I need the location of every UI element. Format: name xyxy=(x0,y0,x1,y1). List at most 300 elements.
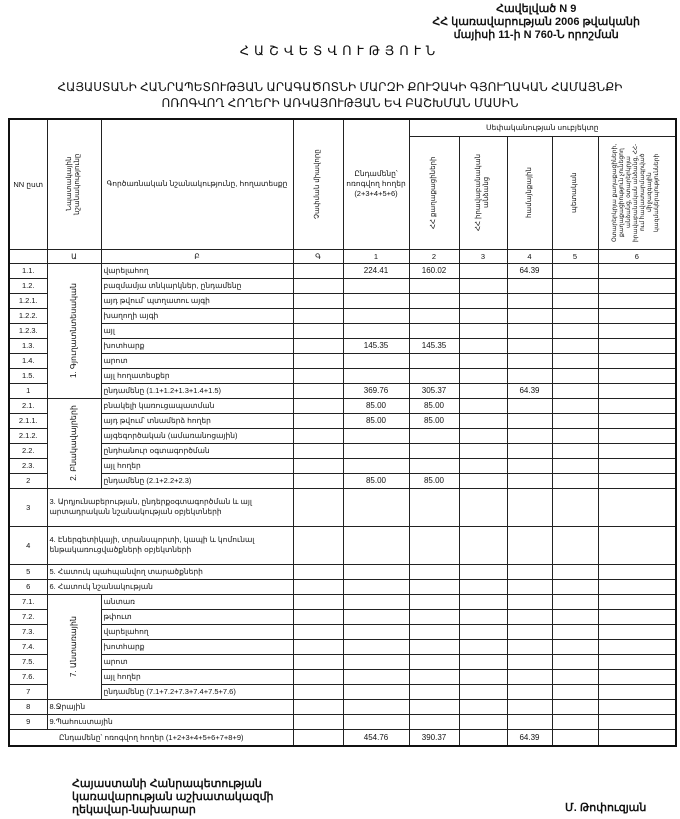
header-purpose: Նպատակային նշանակությունը xyxy=(47,119,101,249)
annex-line: ՀՀ կառավարության 2006 թվականի xyxy=(432,16,640,28)
header-owner-community: համայնքային xyxy=(507,136,552,249)
header-owner-foreign: Օտարերկրյա քաղաքացիների, քաղաքացիություն չունեցող անձանց, օտարերկրյա իրավաբանական անձանց, ՀՀ-ում հավատարմագրված միջազգային կազմակերպությունների xyxy=(598,136,676,249)
value-cell: 85.00 xyxy=(409,413,459,428)
value-cell xyxy=(409,323,459,338)
row-label: վարելահող xyxy=(101,263,293,278)
value-cell xyxy=(552,699,598,714)
row-label: խաղողի այգի xyxy=(101,308,293,323)
value-cell xyxy=(552,458,598,473)
total-value-cell xyxy=(459,729,507,746)
row-number: 5 xyxy=(9,564,47,579)
row-label: վարելահող xyxy=(101,624,293,639)
value-cell xyxy=(409,488,459,526)
table-row xyxy=(9,263,676,278)
signatory-name: Մ. Թոփուզյան xyxy=(565,802,647,814)
value-cell xyxy=(552,353,598,368)
unit-cell xyxy=(293,353,343,368)
table-row xyxy=(9,293,676,308)
total-value-cell xyxy=(552,729,598,746)
row-label: խոտհարք xyxy=(101,338,293,353)
value-cell xyxy=(507,654,552,669)
subtitle-line: ՈՌՈԳՎՈՂ ՀՈՂԵՐԻ ԱՌԿԱՅՈՒԹՅԱՆ ԵՎ ԲԱՇԽՄԱՆ ՄԱՍԻՆ xyxy=(161,96,519,110)
value-cell xyxy=(343,458,409,473)
value-cell xyxy=(507,413,552,428)
row-label: 6. Հատուկ նշանակության xyxy=(47,579,293,594)
value-cell xyxy=(409,278,459,293)
value-cell xyxy=(459,428,507,443)
col-number: 1 xyxy=(343,249,409,263)
group-label: 1. Գյուղատնտեսական xyxy=(47,263,101,398)
value-cell xyxy=(552,443,598,458)
value-cell xyxy=(552,488,598,526)
value-cell xyxy=(459,488,507,526)
value-cell xyxy=(459,526,507,564)
row-number: 9 xyxy=(9,714,47,729)
header-owner-legal-entities: ՀՀ իրավաբանական անձանց xyxy=(459,136,507,249)
total-value-cell xyxy=(598,729,676,746)
row-label: արոտ xyxy=(101,654,293,669)
table-row xyxy=(9,714,676,729)
value-cell xyxy=(409,624,459,639)
table-row xyxy=(9,443,676,458)
unit-cell xyxy=(293,263,343,278)
value-cell xyxy=(459,323,507,338)
unit-cell xyxy=(293,579,343,594)
value-cell xyxy=(552,323,598,338)
value-cell xyxy=(598,639,676,654)
value-cell: 85.00 xyxy=(409,473,459,488)
value-cell xyxy=(459,263,507,278)
value-cell xyxy=(409,684,459,699)
value-cell xyxy=(409,526,459,564)
row-label: այդ թվում՝ տնամերձ հողեր xyxy=(101,413,293,428)
row-number: 1.3. xyxy=(9,338,47,353)
unit-cell xyxy=(293,413,343,428)
value-cell xyxy=(598,383,676,398)
unit-cell xyxy=(293,654,343,669)
unit-cell xyxy=(293,293,343,308)
row-label: 3. Արդյունաբերության, ընդերքօգտագործման և այլ արտադրական նշանակության օբյեկտների xyxy=(47,488,293,526)
row-number: 1.2.1. xyxy=(9,293,47,308)
unit-cell xyxy=(293,594,343,609)
value-cell xyxy=(598,699,676,714)
row-number: 1.5. xyxy=(9,368,47,383)
value-cell xyxy=(552,669,598,684)
unit-cell xyxy=(293,278,343,293)
row-label: այլ հողեր xyxy=(101,458,293,473)
value-cell: 85.00 xyxy=(409,398,459,413)
value-cell xyxy=(507,699,552,714)
row-number: 2.1.2. xyxy=(9,428,47,443)
value-cell xyxy=(507,564,552,579)
value-cell xyxy=(598,488,676,526)
row-number: 7.5. xyxy=(9,654,47,669)
col-number: 5 xyxy=(552,249,598,263)
value-cell xyxy=(459,383,507,398)
value-cell xyxy=(409,639,459,654)
value-cell xyxy=(507,353,552,368)
table-row xyxy=(9,413,676,428)
value-cell xyxy=(598,684,676,699)
row-label: 5. Հատուկ պահպանվող տարածքների xyxy=(47,564,293,579)
value-cell xyxy=(409,458,459,473)
value-cell xyxy=(343,323,409,338)
table-row xyxy=(9,308,676,323)
value-cell: 85.00 xyxy=(343,413,409,428)
value-cell xyxy=(507,594,552,609)
value-cell xyxy=(552,639,598,654)
value-cell xyxy=(552,413,598,428)
value-cell xyxy=(343,564,409,579)
value-cell xyxy=(343,609,409,624)
value-cell xyxy=(507,473,552,488)
table-row xyxy=(9,323,676,338)
value-cell xyxy=(552,308,598,323)
table-row xyxy=(9,368,676,383)
position-line: Հայաստանի Հանրապետության xyxy=(72,778,262,790)
annex-line: մայիսի 11-ի N 760-Ն որոշման xyxy=(453,29,619,41)
value-cell xyxy=(409,609,459,624)
table-row xyxy=(9,473,676,488)
value-cell xyxy=(552,293,598,308)
table-row xyxy=(9,428,676,443)
table-row xyxy=(9,609,676,624)
table-row xyxy=(9,594,676,609)
value-cell xyxy=(343,293,409,308)
value-cell xyxy=(552,398,598,413)
value-cell xyxy=(598,368,676,383)
value-cell xyxy=(459,278,507,293)
row-number: 7 xyxy=(9,684,47,699)
row-number: 8 xyxy=(9,699,47,714)
table-row xyxy=(9,669,676,684)
value-cell xyxy=(552,473,598,488)
table-row xyxy=(9,684,676,699)
value-cell xyxy=(409,714,459,729)
value-cell xyxy=(552,594,598,609)
unit-cell xyxy=(293,323,343,338)
value-cell xyxy=(459,564,507,579)
value-cell xyxy=(459,669,507,684)
row-label: այլ հողատեսքեր xyxy=(101,368,293,383)
unit-cell xyxy=(293,669,343,684)
value-cell xyxy=(552,714,598,729)
group-label: 7. Անտառային xyxy=(47,594,101,699)
group-label: 2. Բնակավայրերի xyxy=(47,398,101,488)
row-number: 1.4. xyxy=(9,353,47,368)
value-cell xyxy=(343,624,409,639)
value-cell xyxy=(598,338,676,353)
position-line: ղեկավար-նախարար xyxy=(72,804,196,816)
value-cell xyxy=(507,338,552,353)
value-cell xyxy=(459,639,507,654)
table-row xyxy=(9,699,676,714)
value-cell xyxy=(598,293,676,308)
letter-b: Բ xyxy=(101,249,293,263)
value-cell: 369.76 xyxy=(343,383,409,398)
land-report-table xyxy=(8,118,677,747)
total-value-cell: 64.39 xyxy=(507,729,552,746)
header-ownership: Սեփականության սուբյեկտը xyxy=(409,119,676,136)
col-number: 2 xyxy=(409,249,459,263)
value-cell: 64.39 xyxy=(507,383,552,398)
unit-cell xyxy=(293,428,343,443)
value-cell xyxy=(459,443,507,458)
table-row xyxy=(9,564,676,579)
signatory-position xyxy=(72,778,274,817)
unit-cell xyxy=(293,526,343,564)
row-number: 7.3. xyxy=(9,624,47,639)
row-label: 8.Ջրային xyxy=(47,699,293,714)
row-label: ընդհանուր օգտագործման xyxy=(101,443,293,458)
value-cell xyxy=(507,443,552,458)
value-cell xyxy=(507,624,552,639)
value-cell xyxy=(459,624,507,639)
document-subtitle xyxy=(0,79,680,111)
value-cell xyxy=(409,443,459,458)
col-number: 4 xyxy=(507,249,552,263)
row-number: 2.1.1. xyxy=(9,413,47,428)
value-cell: 224.41 xyxy=(343,263,409,278)
value-cell xyxy=(598,654,676,669)
value-cell xyxy=(343,669,409,684)
value-cell xyxy=(343,654,409,669)
unit-cell xyxy=(293,714,343,729)
table-row xyxy=(9,458,676,473)
row-number: 7.6. xyxy=(9,669,47,684)
unit-cell xyxy=(293,458,343,473)
unit-cell xyxy=(293,609,343,624)
value-cell xyxy=(507,428,552,443)
header-function: Գործառնական նշանակությունը, հողատեսքը xyxy=(101,119,293,249)
header-owner-citizens: ՀՀ քաղաքացիների xyxy=(409,136,459,249)
row-label: արոտ xyxy=(101,353,293,368)
table-row xyxy=(9,383,676,398)
header-owner-state: պետական xyxy=(552,136,598,249)
value-cell xyxy=(552,684,598,699)
value-cell xyxy=(409,669,459,684)
row-number: 1.2. xyxy=(9,278,47,293)
subtitle-line: ՀԱՅԱՍՏԱՆԻ ՀԱՆՐԱՊԵՏՈՒԹՅԱՆ ԱՐԱԳԱԾՈՏՆԻ ՄԱՐԶԻ ՔՈՒՉԱԿԻ ԳՅՈՒՂԱԿԱՆ ՀԱՄԱՅՆՔԻ xyxy=(57,80,623,94)
letter-g: Գ xyxy=(293,249,343,263)
value-cell xyxy=(409,293,459,308)
row-label: այդ թվում՝ պտղատու այգի xyxy=(101,293,293,308)
table-row xyxy=(9,353,676,368)
row-number: 2.1. xyxy=(9,398,47,413)
value-cell xyxy=(343,526,409,564)
value-cell xyxy=(409,308,459,323)
row-label: ընդամենը (1.1+1.2+1.3+1.4+1.5) xyxy=(101,383,293,398)
value-cell: 85.00 xyxy=(343,398,409,413)
unit-cell xyxy=(293,338,343,353)
value-cell xyxy=(598,624,676,639)
unit-cell xyxy=(293,398,343,413)
row-number: 1.1. xyxy=(9,263,47,278)
row-label: բազմամյա տնկարկներ, ընդամենը xyxy=(101,278,293,293)
table-row xyxy=(9,654,676,669)
row-label: թփուտ xyxy=(101,609,293,624)
row-number: 7.1. xyxy=(9,594,47,609)
value-cell xyxy=(507,323,552,338)
value-cell xyxy=(459,293,507,308)
value-cell xyxy=(459,609,507,624)
value-cell xyxy=(598,353,676,368)
value-cell xyxy=(507,368,552,383)
value-cell: 85.00 xyxy=(343,473,409,488)
row-label: 4. Էներգետիկայի, տրանսպորտի, կապի և կոմունալ ենթակառուցվածքների օբյեկտների xyxy=(47,526,293,564)
value-cell xyxy=(598,308,676,323)
value-cell xyxy=(598,413,676,428)
value-cell xyxy=(459,684,507,699)
value-cell xyxy=(507,398,552,413)
row-label: այլ հողեր xyxy=(101,669,293,684)
table-row xyxy=(9,639,676,654)
value-cell xyxy=(598,526,676,564)
value-cell xyxy=(507,579,552,594)
value-cell xyxy=(409,594,459,609)
value-cell xyxy=(343,428,409,443)
value-cell xyxy=(343,278,409,293)
row-label: անտառ xyxy=(101,594,293,609)
row-number: 7.4. xyxy=(9,639,47,654)
value-cell xyxy=(343,353,409,368)
value-cell xyxy=(552,654,598,669)
value-cell xyxy=(598,323,676,338)
unit-cell xyxy=(293,383,343,398)
value-cell xyxy=(343,639,409,654)
row-label: բնակելի կառուցապատման xyxy=(101,398,293,413)
row-label: ընդամենը (7.1+7.2+7.3+7.4+7.5+7.6) xyxy=(101,684,293,699)
value-cell xyxy=(459,398,507,413)
unit-cell xyxy=(293,729,343,746)
value-cell xyxy=(552,263,598,278)
value-cell xyxy=(507,488,552,526)
value-cell xyxy=(598,594,676,609)
value-cell xyxy=(598,263,676,278)
value-cell xyxy=(409,699,459,714)
value-cell xyxy=(598,579,676,594)
value-cell xyxy=(552,624,598,639)
value-cell xyxy=(459,458,507,473)
row-label: այլ xyxy=(101,323,293,338)
value-cell xyxy=(598,564,676,579)
value-cell xyxy=(343,684,409,699)
unit-cell xyxy=(293,684,343,699)
row-label: խոտհարք xyxy=(101,639,293,654)
value-cell xyxy=(459,699,507,714)
row-label: 9.Պահուստային xyxy=(47,714,293,729)
value-cell xyxy=(507,278,552,293)
row-label: ընդամենը (2.1+2.2+2.3) xyxy=(101,473,293,488)
value-cell xyxy=(459,338,507,353)
unit-cell xyxy=(293,699,343,714)
value-cell xyxy=(459,579,507,594)
annex-line: Հավելված N 9 xyxy=(496,3,577,15)
value-cell xyxy=(598,473,676,488)
header-no: NN ըստ xyxy=(9,119,47,249)
value-cell xyxy=(552,338,598,353)
table-row xyxy=(9,338,676,353)
value-cell xyxy=(343,594,409,609)
value-cell xyxy=(459,413,507,428)
position-line: կառավարության աշխատակազմի xyxy=(72,791,274,803)
value-cell xyxy=(507,458,552,473)
value-cell xyxy=(552,579,598,594)
value-cell xyxy=(409,654,459,669)
unit-cell xyxy=(293,564,343,579)
value-cell xyxy=(552,368,598,383)
value-cell xyxy=(598,278,676,293)
col-number: 3 xyxy=(459,249,507,263)
value-cell xyxy=(409,579,459,594)
value-cell xyxy=(409,353,459,368)
table-row xyxy=(9,526,676,564)
value-cell xyxy=(552,564,598,579)
value-cell xyxy=(598,398,676,413)
value-cell xyxy=(343,714,409,729)
unit-cell xyxy=(293,308,343,323)
value-cell xyxy=(598,714,676,729)
table-row xyxy=(9,488,676,526)
value-cell xyxy=(409,564,459,579)
value-cell xyxy=(507,639,552,654)
value-cell: 145.35 xyxy=(409,338,459,353)
unit-cell xyxy=(293,624,343,639)
value-cell xyxy=(459,594,507,609)
annex-reference xyxy=(432,3,640,42)
row-label: այգեգործական (ամառանոցային) xyxy=(101,428,293,443)
value-cell xyxy=(343,579,409,594)
total-row xyxy=(9,729,676,746)
document-title: ՀԱՇՎԵՏՎՈՒԹՅՈՒՆ xyxy=(239,43,441,58)
row-number: 2.2. xyxy=(9,443,47,458)
unit-cell xyxy=(293,443,343,458)
value-cell xyxy=(343,308,409,323)
row-number: 6 xyxy=(9,579,47,594)
value-cell xyxy=(552,526,598,564)
row-number: 1 xyxy=(9,383,47,398)
value-cell xyxy=(598,669,676,684)
value-cell xyxy=(598,609,676,624)
unit-cell xyxy=(293,488,343,526)
header-total: Ընդամենը՝ ոռոգվող հողեր (2+3+4+5+6) xyxy=(343,119,409,249)
value-cell xyxy=(409,368,459,383)
row-number: 1.2.2. xyxy=(9,308,47,323)
row-number: 3 xyxy=(9,488,47,526)
value-cell xyxy=(459,714,507,729)
value-cell xyxy=(552,383,598,398)
value-cell xyxy=(459,308,507,323)
total-label: Ընդամենը՝ ոռոգվող հողեր (1+2+3+4+5+6+7+8+9) xyxy=(9,729,293,746)
value-cell xyxy=(343,488,409,526)
table-row xyxy=(9,398,676,413)
value-cell xyxy=(507,669,552,684)
value-cell: 64.39 xyxy=(507,263,552,278)
value-cell xyxy=(409,428,459,443)
value-cell xyxy=(552,428,598,443)
value-cell xyxy=(343,699,409,714)
value-cell xyxy=(507,293,552,308)
value-cell xyxy=(552,609,598,624)
unit-cell xyxy=(293,368,343,383)
value-cell xyxy=(598,443,676,458)
value-cell xyxy=(343,368,409,383)
value-cell: 145.35 xyxy=(343,338,409,353)
col-number: 6 xyxy=(598,249,676,263)
table-row xyxy=(9,624,676,639)
value-cell xyxy=(459,368,507,383)
value-cell xyxy=(459,473,507,488)
